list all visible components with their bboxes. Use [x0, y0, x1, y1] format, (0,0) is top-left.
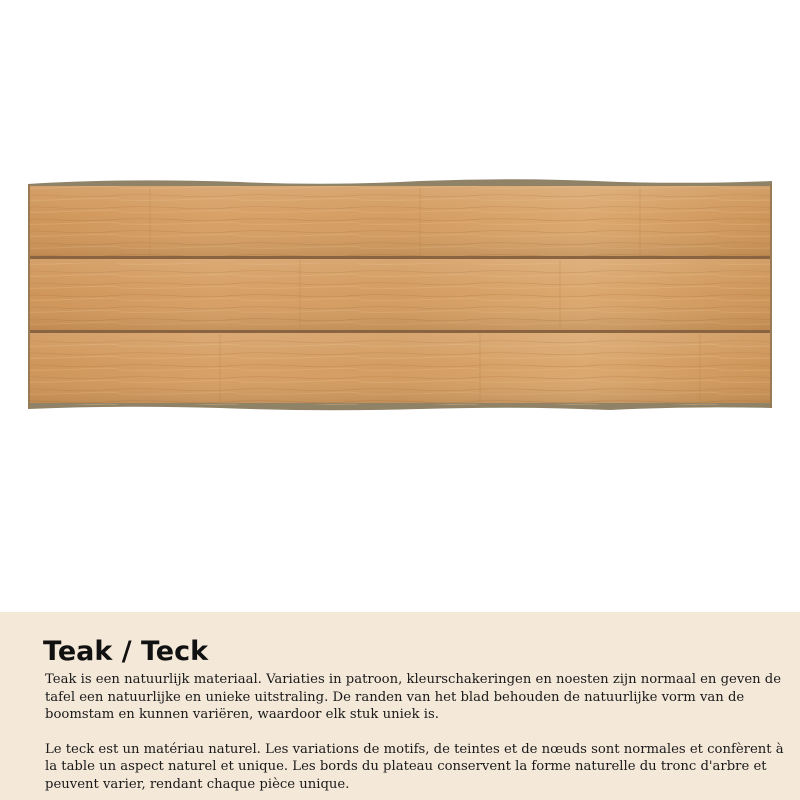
plank-middle [28, 259, 772, 334]
plank-seam [28, 330, 772, 333]
plank-seam [28, 256, 772, 259]
info-panel [0, 612, 800, 800]
material-title: Teak / Teck [43, 636, 209, 667]
description-french: Le teck est un matériau naturel. Les variations de motifs, de teintes et de nœuds sont normales et confèrent à la table un aspect naturel et unique. Les bords du plateau conservent la forme naturelle du tronc d'arbre et peuvent varier, rendant chaque pièce unique. [45, 741, 784, 792]
description-dutch: Teak is een natuurlijk materiaal. Variaties in patroon, kleurschakeringen en noesten zijn normaal en geven de tafel een natuurlijke en unieke uitstraling. De randen van het blad behouden de natuurlijke vorm van de boomstam en kunnen variëren, waardoor elk stuk uniek is. [45, 672, 782, 722]
plank-bottom [28, 333, 772, 405]
plank-top [28, 186, 772, 256]
